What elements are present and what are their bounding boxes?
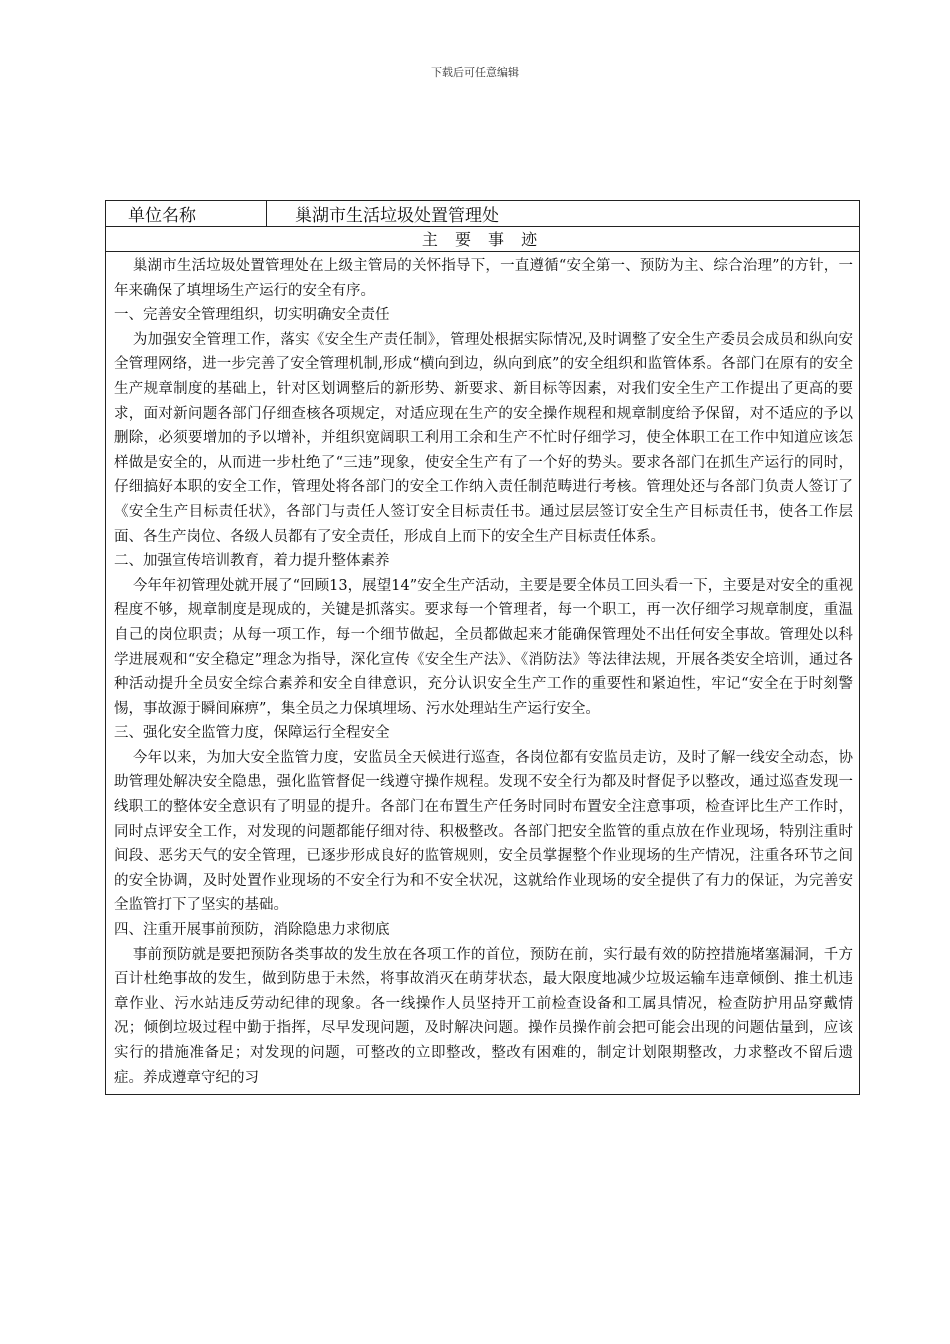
section-title: 主 要 事 迹: [106, 227, 860, 252]
unit-value: 巢湖市生活垃圾处置管理处: [267, 201, 860, 227]
section-heading-1: 一、完善安全管理组织，切实明确安全责任: [114, 307, 390, 324]
section-heading-2: 二、加强宣传培训教育，着力提升整体素养: [114, 553, 390, 570]
section-heading-4: 四、注重开展事前预防，消除隐患力求彻底: [114, 922, 390, 939]
header-note: 下载后可任意编辑: [431, 66, 519, 79]
unit-row: [106, 201, 860, 227]
section-title-row: [106, 227, 860, 252]
paragraph-intro: 巢湖市生活垃圾处置管理处在上级主管局的关怀指导下，一直遵循“安全第一、预防为主、综合治理”的方针，一年来确保了填埋场生产运行的安全有序。: [114, 258, 853, 299]
paragraph-1: 为加强安全管理工作，落实《安全生产责任制》，管理处根据实际情况,及时调整了安全生产委员会成员和纵向安全管理网络，进一步完善了安全管理机制,形成“横向到边，纵向到底”的安全组织和监管体系。各部门在原有的安全生产规章制度的基础上，针对区划调整后的新形势、新要求、新目标等因素，对我们安全生产工作提出了更高的要求，面对新问题各部门仔细查核各项规定，对适应现在生产的安全操作规程和规章制度给予保留，对不适应的予以删除，必须要增加的予以增补，并组织宽阔职工利用工余和生产不忙时仔细学习，使全体职工在工作中知道应该怎样做是安全的，从而进一步杜绝了“三违”现象，使安全生产有了一个好的势头。要求各部门在抓生产运行的同时，仔细搞好本职的安全工作，管理处将各部门的安全工作纳入责任制范畴进行考核。管理处还与各部门负责人签订了《安全生产目标责任状》，各部门与责任人签订安全目标责任书。通过层层签订安全生产目标责任书，使各工作层面、各生产岗位、各级人员都有了安全责任，形成自上而下的安全生产目标责任体系。: [114, 331, 853, 545]
paragraph-2: 今年年初管理处就开展了“回顾13，展望14”安全生产活动，主要是要全体员工回头看一下，主要是对安全的重视程度不够，规章制度是现成的，关键是抓落实。要求每一个管理者，每一个职工，再一次仔细学习规章制度，重温自己的岗位职责；从每一项工作，每一个细节做起，全员都做起来才能确保管理处不出任何安全事故。管理处以科学进展观和“安全稳定”理念为指导，深化宣传《安全生产法》、《消防法》等法律法规，开展各类安全培训，通过各种活动提升全员安全综合素养和安全自律意识，充分认识安全生产工作的重要性和紧迫性，牢记“安全在于时刻警惕，事故源于瞬间麻痹”，集全员之力保填埋场、污水处理站生产运行安全。: [114, 577, 853, 717]
content-cell: [106, 252, 860, 1095]
unit-label: 单位名称: [106, 201, 267, 227]
content-row: [106, 252, 860, 1095]
paragraph-4: 事前预防就是要把预防各类事故的发生放在各项工作的首位，预防在前，实行最有效的防控措施堵塞漏洞，千方百计杜绝事故的发生，做到防患于未然，将事故消灭在萌芽状态，最大限度地减少垃圾运输车违章倾倒、推土机违章作业、污水站违反劳动纪律的现象。各一线操作人员坚持开工前检查设备和工属具情况，检查防护用品穿戴情况；倾倒垃圾过程中勤于指挥，尽早发现问题，及时解决问题。操作员操作前会把可能会出现的问题估量到，应该实行的措施准备足；对发现的问题，可整改的立即整改，整改有困难的，制定计划限期整改，力求整改不留后遗症。养成遵章守纪的习: [114, 946, 853, 1086]
section-heading-3: 三、强化安全监管力度，保障运行全程安全: [114, 725, 390, 742]
paragraph-3: 今年以来，为加大安全监管力度，安监员全天候进行巡查，各岗位都有安监员走访，及时了解一线安全动态，协助管理处解决安全隐患，强化监管督促一线遵守操作规程。发现不安全行为都及时督促予以整改，通过巡查发现一线职工的整体安全意识有了明显的提升。各部门在布置生产任务时同时布置安全注意事项，检查评比生产工作时，同时点评安全工作，对发现的问题都能仔细对待、积极整改。各部门把安全监管的重点放在作业现场，特别注重时间段、恶劣天气的安全管理，已逐步形成良好的监管规则，安全员掌握整个作业现场的生产情况，注重各环节之间的安全协调，及时处置作业现场的不安全行为和不安全状况，这就给作业现场的安全提供了有力的保证，为完善安全监管打下了坚实的基础。: [114, 749, 853, 914]
record-table: [105, 200, 860, 1095]
